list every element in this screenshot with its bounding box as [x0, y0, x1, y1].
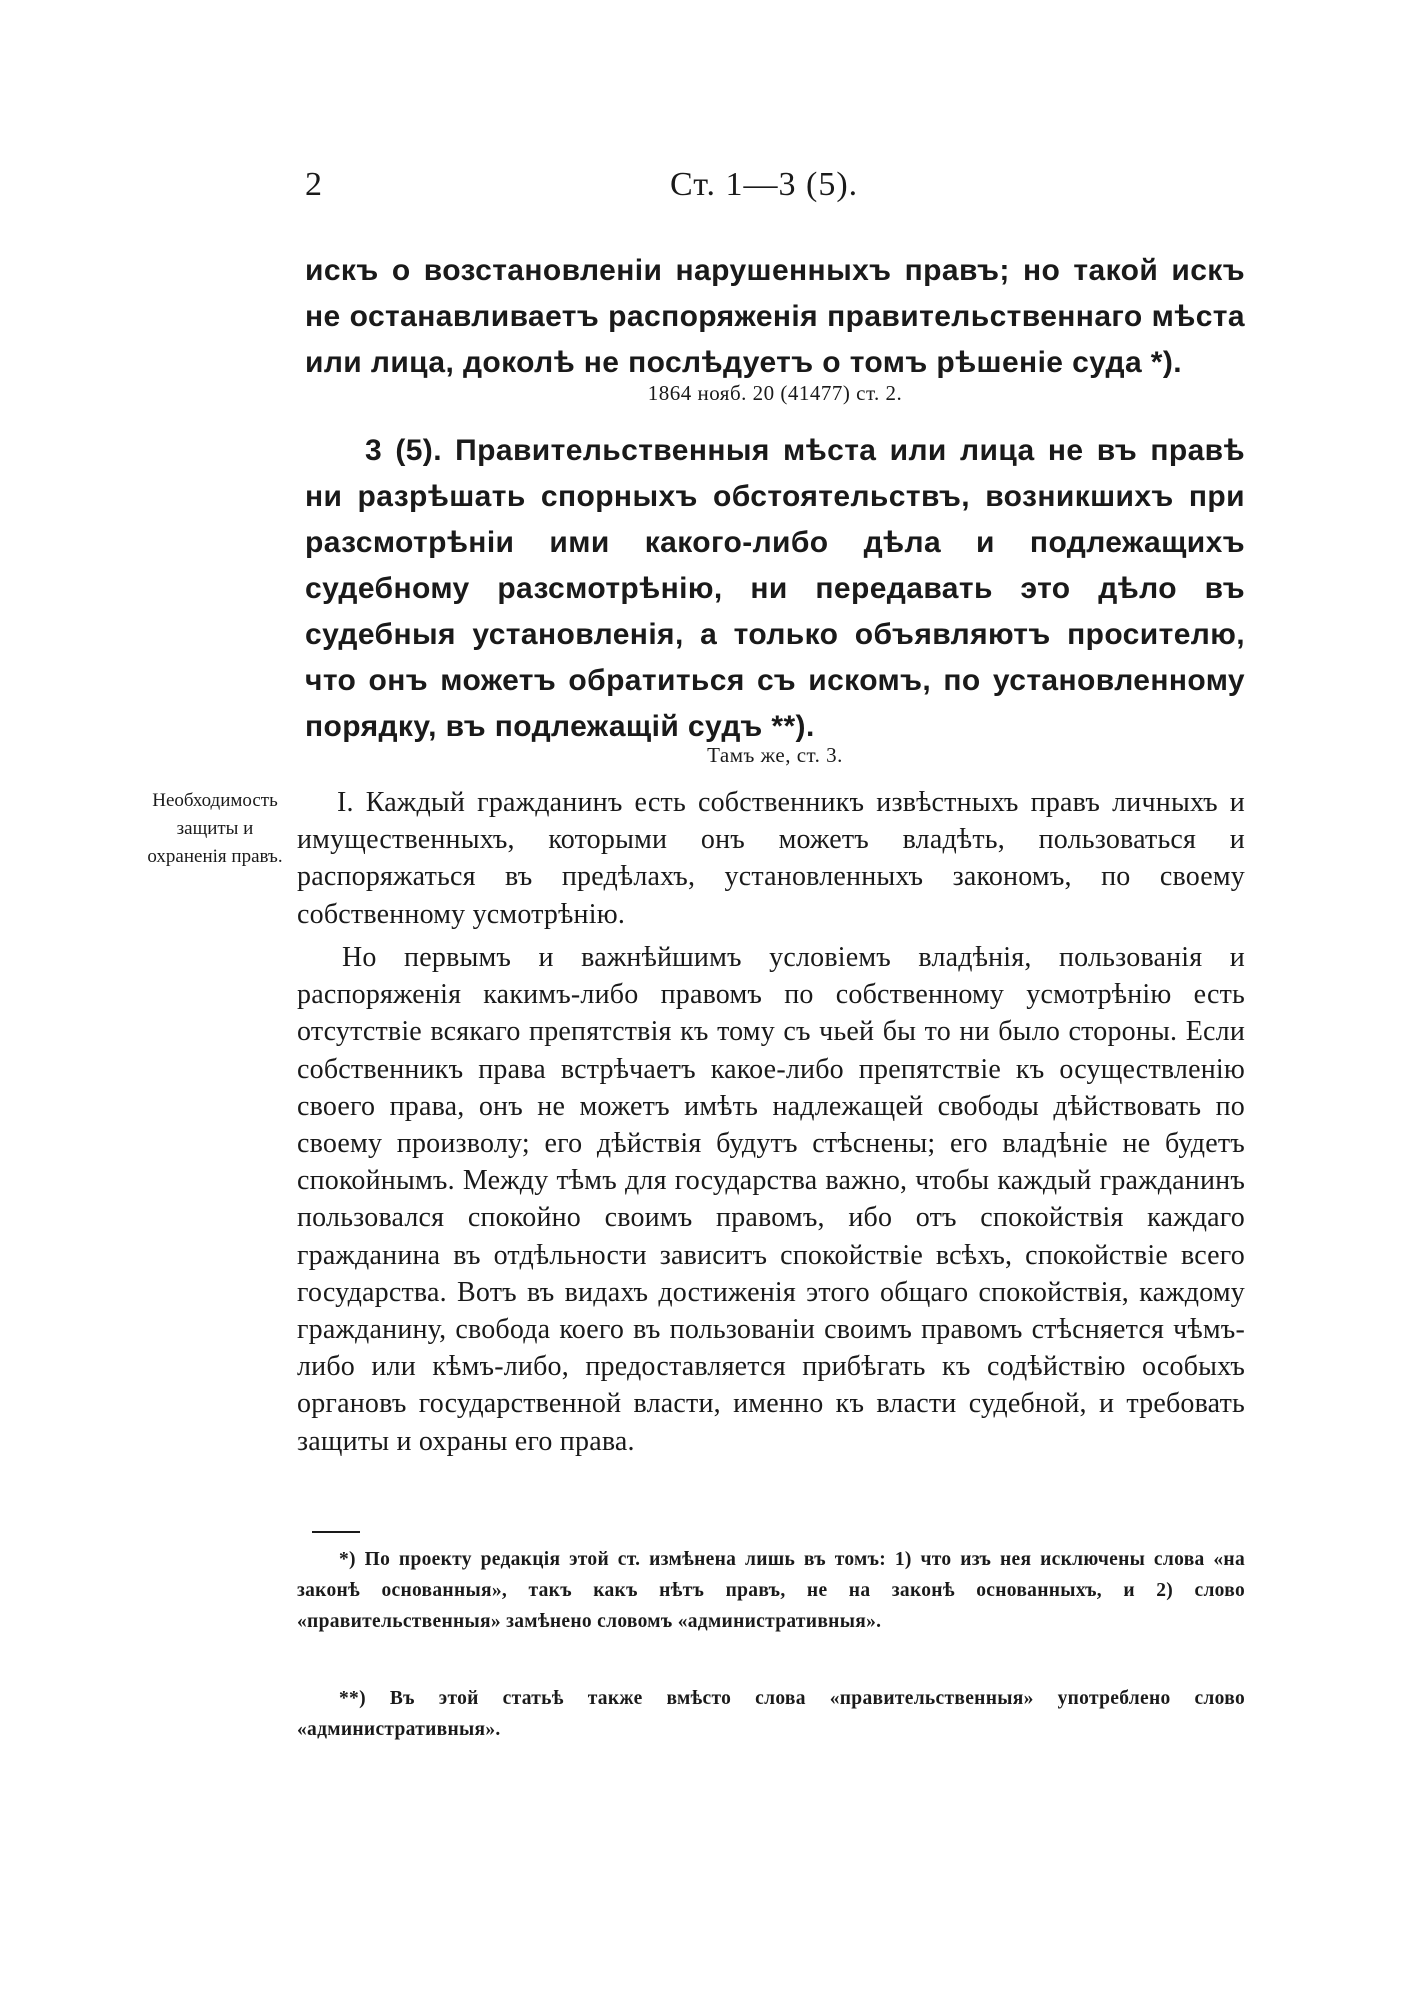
commentary-paragraph-1: I. Каждый гражданинъ есть собственникъ извѣстныхъ правъ личныхъ и имущественныхъ, которыми онъ можетъ владѣть, пользоваться и распоряжаться въ предѣлахъ, установленныхъ закономъ, по своему собственному усмотрѣнію. — [297, 787, 1245, 930]
article-2-source: 1864 нояб. 20 (41477) ст. 2. — [647, 381, 903, 405]
footnote-1: *) По проекту редакція этой ст. измѣнена лишь въ томъ: 1) что изъ нея исключены слова «на законѣ основанныя», такъ какъ нѣтъ правъ, не на законѣ основанныхъ, и 2) слово «правительственныя» замѣнено словомъ «административныя». — [297, 1549, 1245, 1632]
article-3-source: Тамъ же, ст. 3. — [707, 743, 843, 767]
article-2-continuation: искъ о возстановленіи нарушенныхъ правъ; но такой искъ не останавливаетъ распоряженія правительственнаго мѣста или лица, доколѣ не послѣдуетъ о томъ рѣшеніе суда *). — [305, 254, 1245, 379]
footnote-2: **) Въ этой статьѣ также вмѣсто слова «правительственныя» употреблено слово «административныя». — [297, 1688, 1245, 1740]
commentary-paragraph-2: Но первымъ и важнѣйшимъ условіемъ владѣнія, пользованія и распоряженія какимъ-либо правомъ по собственному усмотрѣнію есть отсутствіе всякаго препятствія къ тому съ чьей бы то ни было стороны. Если собственникъ права встрѣчаетъ какое-либо препятствіе къ осуществленію своего права, онъ не можетъ имѣть надлежащей свободы дѣйствовать по своему произволу; его дѣйствія будутъ стѣснены; его владѣніе не будетъ спокойнымъ. Между тѣмъ для государства важно, чтобы каждый гражданинъ пользовался спокойно своимъ правомъ, ибо отъ спокойствія каждаго гражданина въ отдѣльности зависитъ спокойствіе всѣхъ, спокойствіе всего государства. Вотъ въ видахъ достиженія этого общаго спокойствія, каждому гражданину, свобода коего въ пользованіи своимъ правомъ стѣсняется чѣмъ-либо или кѣмъ-либо, предоставляется прибѣгать къ содѣйствію особыхъ органовъ государственной власти, именно къ власти судебной, и требовать защиты и охраны его права. — [297, 942, 1245, 1457]
page-number: 2 — [305, 166, 322, 203]
margin-note: Необходимость защиты и охраненія правъ. — [147, 790, 283, 867]
running-head: Ст. 1—3 (5). — [670, 166, 859, 203]
footnote-divider — [312, 1531, 360, 1533]
article-3-text: 3 (5). Правительственныя мѣста или лица не въ правѣ ни разрѣшать спорныхъ обстоятельствъ, возникшихъ при разсмотрѣніи ими какого-либо дѣла и подлежащихъ судебному разсмотрѣнію, ни передавать это дѣло въ судебныя установленія, а только объявляютъ просителю, что онъ можетъ обратиться съ искомъ, по установленному порядку, въ подлежащій судъ **). — [305, 434, 1245, 743]
page-header — [305, 166, 1245, 216]
